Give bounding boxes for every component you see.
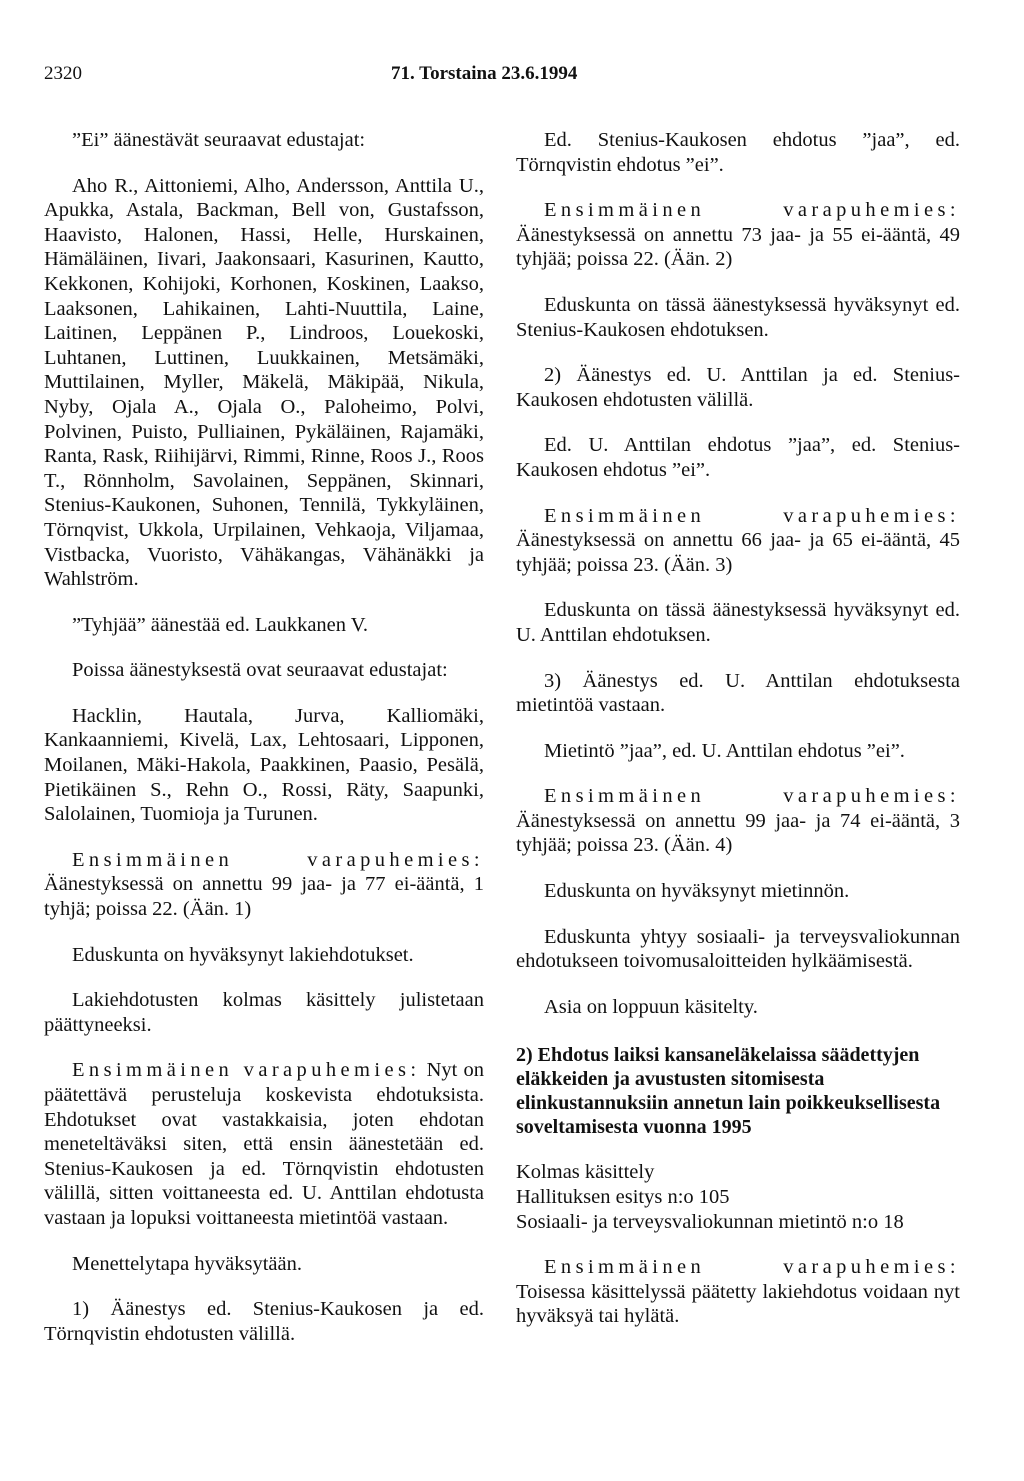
speaker-paragraph xyxy=(516,198,960,272)
page-header xyxy=(44,63,964,87)
paragraph: Ed. U. Anttilan ehdotus ”jaa”, ed. Stenius-Kaukosen ehdotus ”ei”. xyxy=(516,434,960,481)
page-number: 2320 xyxy=(44,63,82,84)
left-column xyxy=(44,128,484,1367)
members-no-list: Aho R., Aittoniemi, Alho, Andersson, Anttila U., Apukka, Astala, Backman, Bell von, Gustafsson, Haavisto, Halonen, Hassi, Helle, Hurskainen, Hämäläinen, Iivari, Jaakonsaari, Kasurinen, Kautto, Kekkonen, Kohijoki, Korhonen, Koskinen, Laakso, Laaksonen, Lahikainen, Lahti-Nuuttila, Laine, Laitinen, Leppänen P., Lindroos, Louekoski, Luhtanen, Luttinen, Luukkainen, Metsämäki, Muttilainen, Myller, Mäkelä, Mäkipää, Nikula, Nyby, Ojala A., Ojala O., Paloheimo, Polvi, Polvinen, Puisto, Pulliainen, Pykäläinen, Rajamäki, Ranta, Rask, Riihijärvi, Rimmi, Rinne, Roos J., Roos T., Rönnholm, Savolainen, Seppänen, Skinnari, Stenius-Kaukonen, Suhonen, Tennilä, Tykkyläinen, Törnqvist, Ukkola, Urpilainen, Vehkaoja, Viljamaa, Vistbacka, Vuoristo, Vähäkangas, Vähänäkki ja Wahlström. xyxy=(44,174,484,591)
speech-text: Nyt on päätettävä perusteluja koskevista ehdotuksista. Ehdotukset ovat vastakkaisia, joten ehdotan meneteltäväksi siten, että ensin äänestetään ed. Stenius-Kaukosen ja ed. Törnqvistin ehdotusten välillä, sitten voittaneesta ed. U. Anttilan ehdotusta vastaan ja lopuksi voittaneesta mietintöä vastaan. xyxy=(44,1059,484,1229)
speech-text: Äänestyksessä on annettu 73 jaa- ja 55 ei-ääntä, 49 tyhjää; poissa 22. (Ään. 2) xyxy=(516,223,960,271)
speaker-name: Ensimmäinen varapuhemies: xyxy=(544,504,960,527)
speaker-paragraph xyxy=(516,784,960,858)
speaker-name: Ensimmäinen varapuhemies: xyxy=(72,848,484,871)
paragraph: Asia on loppuun käsitelty. xyxy=(544,995,758,1018)
speaker-name: Ensimmäinen varapuhemies: xyxy=(544,785,960,808)
paragraph: 2) Äänestys ed. U. Anttilan ja ed. Stenius-Kaukosen ehdotusten välillä. xyxy=(516,364,960,411)
agenda-item-title: 2) Ehdotus laiksi kansaneläkelaissa säädettyjen eläkkeiden ja avustusten sitomisesta elinkustannuksiin annetun lain poikkeuksellisesta soveltamisesta vuonna 1995 xyxy=(516,1044,941,1139)
right-column xyxy=(516,128,960,1350)
speech-text: Äänestyksessä on annettu 99 jaa- ja 74 ei-ääntä, 3 tyhjää; poissa 23. (Ään. 4) xyxy=(516,809,960,857)
paragraph: 3) Äänestys ed. U. Anttilan ehdotuksesta mietintöä vastaan. xyxy=(516,669,960,717)
speaker-paragraph xyxy=(44,1058,484,1230)
speech-text: Äänestyksessä on annettu 99 jaa- ja 77 ei-ääntä, 1 tyhjä; poissa 22. (Ään. 1) xyxy=(44,873,484,921)
paragraph: 1) Äänestys ed. Stenius-Kaukosen ja ed. Törnqvistin ehdotusten välillä. xyxy=(44,1298,484,1345)
reference-reading: Kolmas käsittely xyxy=(516,1161,655,1184)
speaker-name: Ensimmäinen varapuhemies: xyxy=(544,199,960,222)
running-head: 71. Torstaina 23.6.1994 xyxy=(391,63,578,84)
paragraph: Eduskunta on tässä äänestyksessä hyväksynyt ed. U. Anttilan ehdotuksen. xyxy=(516,599,960,646)
paragraph: Eduskunta on hyväksynyt mietinnön. xyxy=(544,880,850,903)
paragraph: Lakiehdotusten kolmas käsittely julistetaan päättyneeksi. xyxy=(44,989,484,1036)
speaker-paragraph xyxy=(516,504,960,578)
paragraph: Poissa äänestyksestä ovat seuraavat edustajat: xyxy=(72,659,448,682)
paragraph: Eduskunta yhtyy sosiaali- ja terveysvaliokunnan ehdotukseen toivomusaloitteiden hylkäämisestä. xyxy=(516,925,960,973)
paragraph: Menettelytapa hyväksytään. xyxy=(72,1252,302,1275)
speech-text: Äänestyksessä on annettu 66 jaa- ja 65 ei-ääntä, 45 tyhjää; poissa 23. (Ään. 3) xyxy=(516,529,960,576)
speaker-name: Ensimmäinen varapuhemies: xyxy=(544,1256,960,1279)
reference-proposal: Hallituksen esitys n:o 105 xyxy=(516,1186,730,1209)
paragraph: ”Ei” äänestävät seuraavat edustajat: xyxy=(72,129,366,151)
speech-text: Toisessa käsittelyssä päätetty lakiehdotus voidaan nyt hyväksyä tai hylätä. xyxy=(516,1280,960,1328)
members-absent-list: Hacklin, Hautala, Jurva, Kalliomäki, Kankaanniemi, Kivelä, Lax, Lehtosaari, Lipponen, Moilanen, Mäki-Hakola, Paakkinen, Paasio, Pesälä, Pietikäinen S., Rehn O., Rossi, Räty, Saapunki, Salolainen, Tuomioja ja Turunen. xyxy=(44,704,484,826)
reference-committee-report: Sosiaali- ja terveysvaliokunnan mietintö n:o 18 xyxy=(516,1210,904,1233)
paragraph: Eduskunta on tässä äänestyksessä hyväksynyt ed. Stenius-Kaukosen ehdotuksen. xyxy=(516,293,960,341)
speaker-name: Ensimmäinen varapuhemies: xyxy=(72,1059,421,1082)
speaker-paragraph xyxy=(516,1255,960,1329)
paragraph: Mietintö ”jaa”, ed. U. Anttilan ehdotus ”ei”. xyxy=(544,739,905,762)
paragraph: ”Tyhjää” äänestää ed. Laukkanen V. xyxy=(72,613,369,636)
speaker-paragraph xyxy=(44,848,484,922)
document-references xyxy=(516,1160,960,1234)
paragraph: Ed. Stenius-Kaukosen ehdotus ”jaa”, ed. Törnqvistin ehdotus ”ei”. xyxy=(516,129,960,176)
paragraph: Eduskunta on hyväksynyt lakiehdotukset. xyxy=(72,943,414,966)
